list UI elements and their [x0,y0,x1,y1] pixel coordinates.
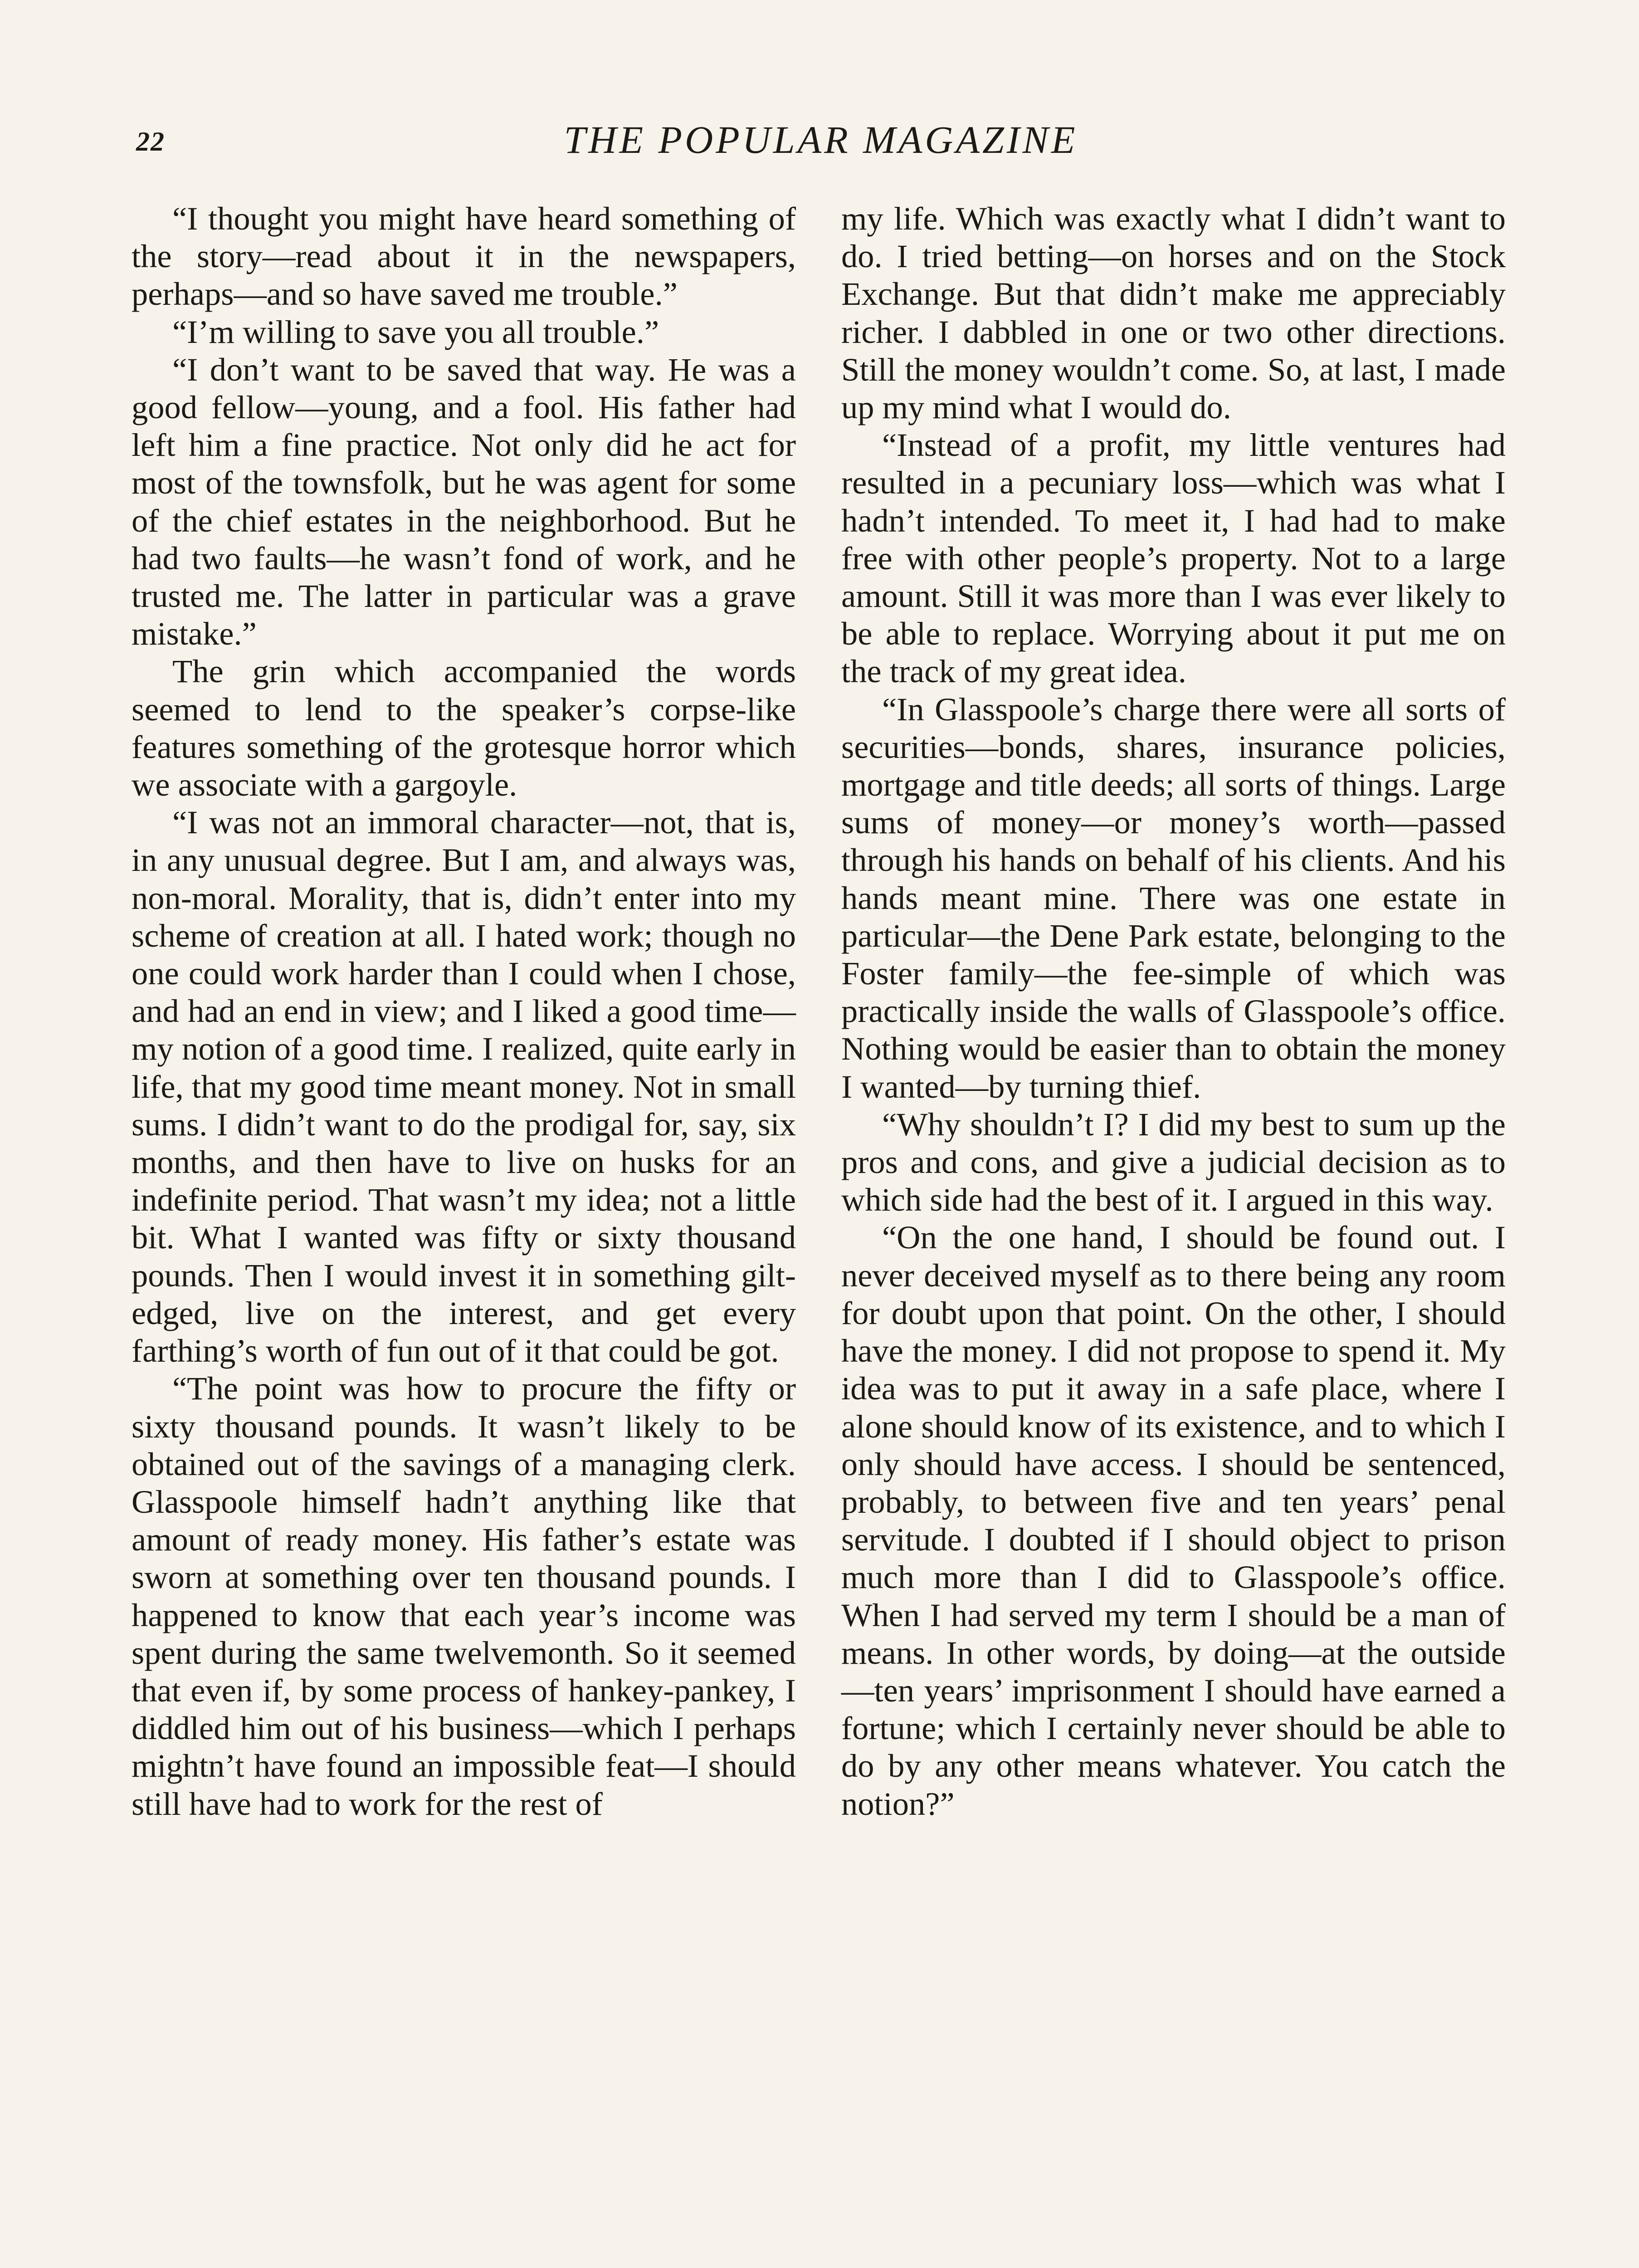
paragraph: “The point was how to procure the fifty or sixty thousand pounds. It wasn’t likely to be obtained out of the savings of a managing clerk. Glasspoole himself hadn’t anything like that amount of ready money. His father’s estate was sworn at something over ten thousand pounds. I happened to know that each year’s income was spent during the same twelvemonth. So it seemed that even if, by some process of hankey-pankey, I diddled him out of his business—which I perhaps mightn’t have found an impossible feat—I should still have had to work for the rest of [132,1370,796,1822]
running-title: THE POPULAR MAGAZINE [564,118,1078,161]
page-number: 22 [136,127,165,156]
paragraph: The grin which accompanied the words seemed to lend to the speaker’s corpse-like features something of the grotesque horror which we associate with a gargoyle. [132,653,796,803]
left-column [132,200,796,1823]
paragraph: “Instead of a profit, my little ventures had resulted in a pecuniary loss—which was what I hadn’t intended. To meet it, I had had to make free with other people’s property. Not to a large amount. Still it was more than I was ever likely to be able to replace. Worrying about it put me on the track of my great idea. [841,426,1506,690]
paragraph: “On the one hand, I should be found out. I never deceived myself as to there being any room for doubt upon that point. On the other, I should have the money. I did not propose to spend it. My idea was to put it away in a safe place, where I alone should know of its existence, and to which I only should have access. I should be sentenced, probably, to between five and ten years’ penal servitude. I doubted if I should object to prison much more than I did to Glasspoole’s office. When I had served my term I should be a man of means. In other words, by doing—at the outside—ten years’ imprisonment I should have earned a fortune; which I certainly never should be able to do by any other means whatever. You catch the notion?” [841,1219,1506,1822]
paragraph: “In Glasspoole’s charge there were all sorts of securities—bonds, shares, insurance policies, mortgage and title deeds; all sorts of things. Large sums of money—or money’s worth—passed through his hands on behalf of his clients. And his hands meant mine. There was one estate in particular—the Dene Park estate, belonging to the Foster family—the fee-simple of which was practically inside the walls of Glasspoole’s office. Nothing would be easier than to obtain the money I wanted—by turning thief. [841,690,1506,1105]
paragraph: “I’m willing to save you all trouble.” [172,313,659,350]
paragraph: “I thought you might have heard something of the story—read about it in the newspapers, perhaps—and so have saved me trouble.” [132,200,796,313]
paragraph: “I was not an immoral character—not, that is, in any unusual degree. But I am, and always was, non-moral. Morality, that is, didn’t enter into my scheme of creation at all. I hated work; though no one could work harder than I could when I chose, and had an end in view; and I liked a good time—my notion of a good time. I realized, quite early in life, that my good time meant money. Not in small sums. I didn’t want to do the prodigal for, say, six months, and then have to live on husks for an indefinite period. That wasn’t my idea; not a little bit. What I wanted was fifty or sixty thousand pounds. Then I would invest it in something gilt-edged, live on the interest, and get every farthing’s worth of fun out of it that could be got. [132,804,796,1369]
paragraph-continuation: my life. Which was exactly what I didn’t want to do. I tried betting—on horses and on the Stock Exchange. But that didn’t make me appreciably richer. I dabbled in one or two other directions. Still the money wouldn’t come. So, at last, I made up my mind what I would do. [841,200,1506,426]
paragraph: “Why shouldn’t I? I did my best to sum up the pros and cons, and give a judicial decision as to which side had the best of it. I argued in this way. [841,1105,1506,1218]
right-column [841,200,1506,1823]
page-header [132,117,1510,167]
paragraph: “I don’t want to be saved that way. He was a good fellow—young, and a fool. His father had left him a fine practice. Not only did he act for most of the townsfolk, but he was agent for some of the chief estates in the neighborhood. But he had two faults—he wasn’t fond of work, and he trusted me. The latter in particular was a grave mistake.” [132,351,796,652]
